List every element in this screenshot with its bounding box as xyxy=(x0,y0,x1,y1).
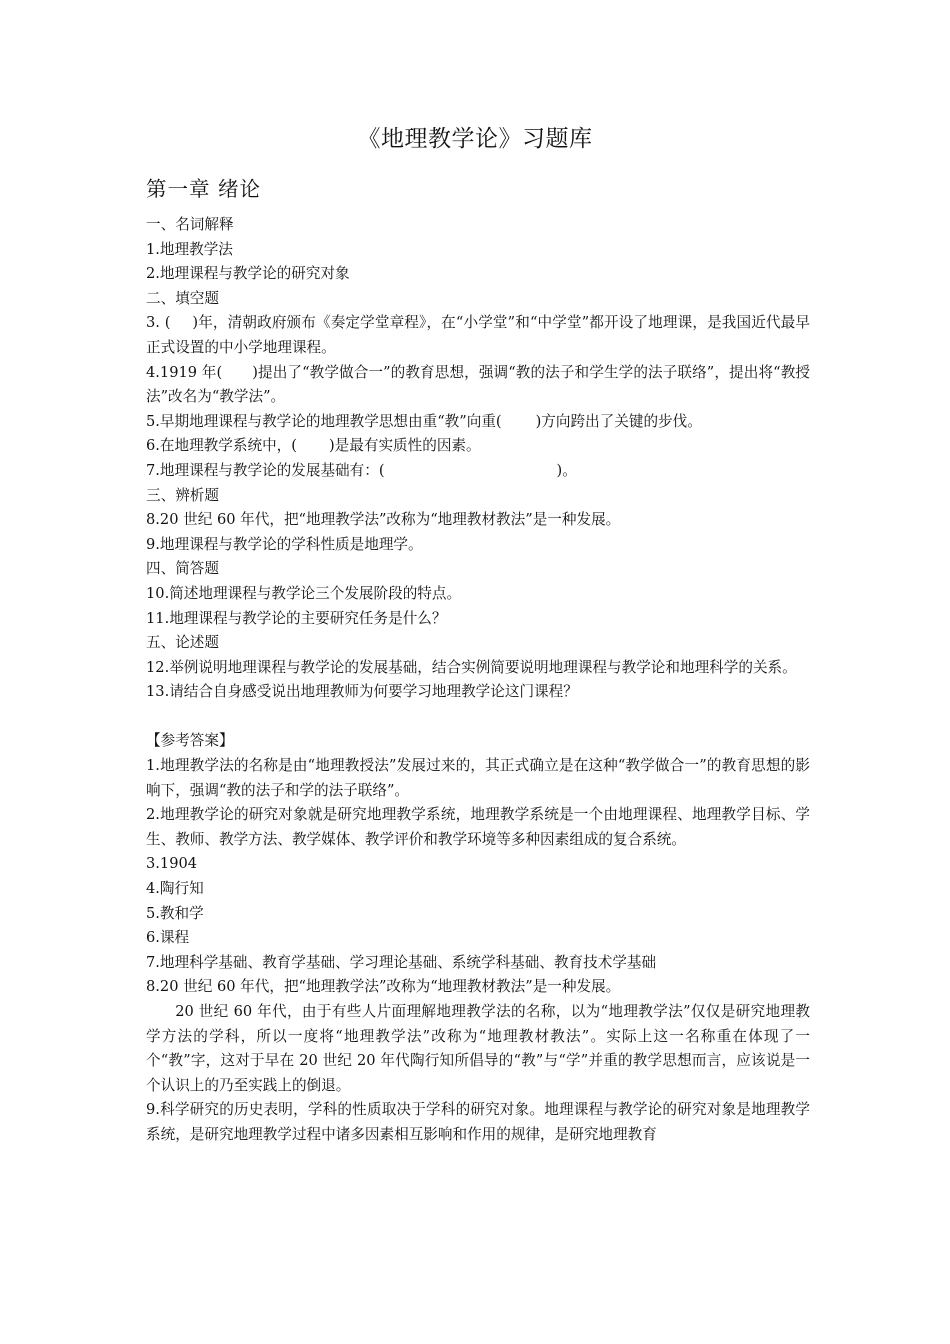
answer-3: 3.1904 xyxy=(146,855,198,873)
question-6-prefix: 6.在地理教学系统中，( xyxy=(146,437,297,455)
answer-1: 1.地理教学法的名称是由“地理教授法”发展过来的，其正式确立是在这种“教学做合一”的教育思想的影响下，强调“教的法子和学的法子联络”。 xyxy=(146,757,810,799)
question-9: 9.地理课程与教学论的学科性质是地理学。 xyxy=(146,535,423,553)
question-7 xyxy=(146,459,810,484)
question-4-prefix: 4.1919 年( xyxy=(146,363,223,381)
answer-6: 6.课程 xyxy=(146,929,190,947)
section-heading-terms: 一、名词解释 xyxy=(146,216,234,233)
question-6 xyxy=(146,434,810,459)
answer-9: 9.科学研究的历史表明，学科的性质取决于学科的研究对象。地理课程与教学论的研究对象是地理教学系统，是研究地理教学过程中诸多因素相互影响和作用的规律，是研究地理教育 xyxy=(146,1101,810,1143)
question-3-prefix: 3. ( xyxy=(146,314,171,332)
answer-4: 4.陶行知 xyxy=(146,880,204,898)
question-12: 12.举例说明地理课程与教学论的发展基础，结合实例简要说明地理课程与教学论和地理科学的关系。 xyxy=(146,658,797,676)
question-7-text: )。 xyxy=(556,461,577,479)
question-4 xyxy=(146,361,810,410)
document-title: 《地理教学论》习题库 xyxy=(357,126,593,152)
question-5 xyxy=(146,410,810,435)
answer-7: 7.地理科学基础、教育学基础、学习理论基础、系统学科基础、教育技术学基础 xyxy=(146,953,657,971)
section-heading-short-answer: 四、简答题 xyxy=(146,560,219,578)
answers-heading: 【参考答案】 xyxy=(146,732,234,750)
question-7-prefix: 7.地理课程与教学论的发展基础有：( xyxy=(146,461,385,479)
question-5-prefix: 5.早期地理课程与教学论的地理教学思想由重“教”向重( xyxy=(146,412,502,430)
section-heading-essay: 五、论述题 xyxy=(146,634,219,652)
question-10: 10.简述地理课程与教学论三个发展阶段的特点。 xyxy=(146,584,462,602)
answer-5: 5.教和学 xyxy=(146,904,204,922)
question-3-text: )年，清朝政府颁布《奏定学堂章程》，在“小学堂”和“中学堂”都开设了地理课，是我国近代最早正式设置的中小学地理课程。 xyxy=(146,314,810,356)
question-6-text: )是最有实质性的因素。 xyxy=(328,437,481,455)
question-3 xyxy=(146,311,810,360)
section-heading-fill-blank: 二、填空题 xyxy=(146,289,219,307)
question-8: 8.20 世纪 60 年代，把“地理教学法”改称为“地理教材教法”是一种发展。 xyxy=(146,511,621,529)
answer-8: 8.20 世纪 60 年代，把“地理教学法”改称为“地理教材教法”是一种发展。 xyxy=(146,978,621,996)
question-5-text: )方向跨出了关键的步伐。 xyxy=(535,412,702,430)
section-heading-analysis: 三、辨析题 xyxy=(146,486,219,504)
content-body xyxy=(146,213,810,1148)
question-11: 11.地理课程与教学论的主要研究任务是什么？ xyxy=(146,609,447,627)
chapter-heading: 第一章 绪论 xyxy=(146,177,262,201)
answer-2: 2.地理教学论的研究对象就是研究地理教学系统，地理教学系统是一个由地理课程、地理教学目标、学生、教师、教学方法、教学媒体、教学评价和教学环境等多种因素组成的复合系统。 xyxy=(146,806,810,848)
question-2: 2.地理课程与教学论的研究对象 xyxy=(146,265,350,283)
question-4-text: )提出了“教学做合一”的教育思想，强调“教的法子和学生学的法子联络”，提出将“教授法”改名为“教学法”。 xyxy=(146,363,810,406)
question-13: 13.请结合自身感受说出地理教师为何要学习地理教学论这门课程？ xyxy=(146,683,578,701)
answer-8-detail: 20 世纪 60 年代，由于有些人片面理解地理教学法的名称，以为“地理教学法”仅仅是研究地理教学方法的学科，所以一度将“地理教学法”改称为“地理教材教法”。实际上这一名称重在体现了一个“教”字，这对于早在 20 世纪 20 年代陶行知所倡导的“教”与“学”并重的教学思想而言，应该说是一个认识上的乃至实践上的倒退。 xyxy=(146,1003,810,1094)
question-1: 1.地理教学法 xyxy=(146,240,233,258)
spacer xyxy=(146,705,810,730)
